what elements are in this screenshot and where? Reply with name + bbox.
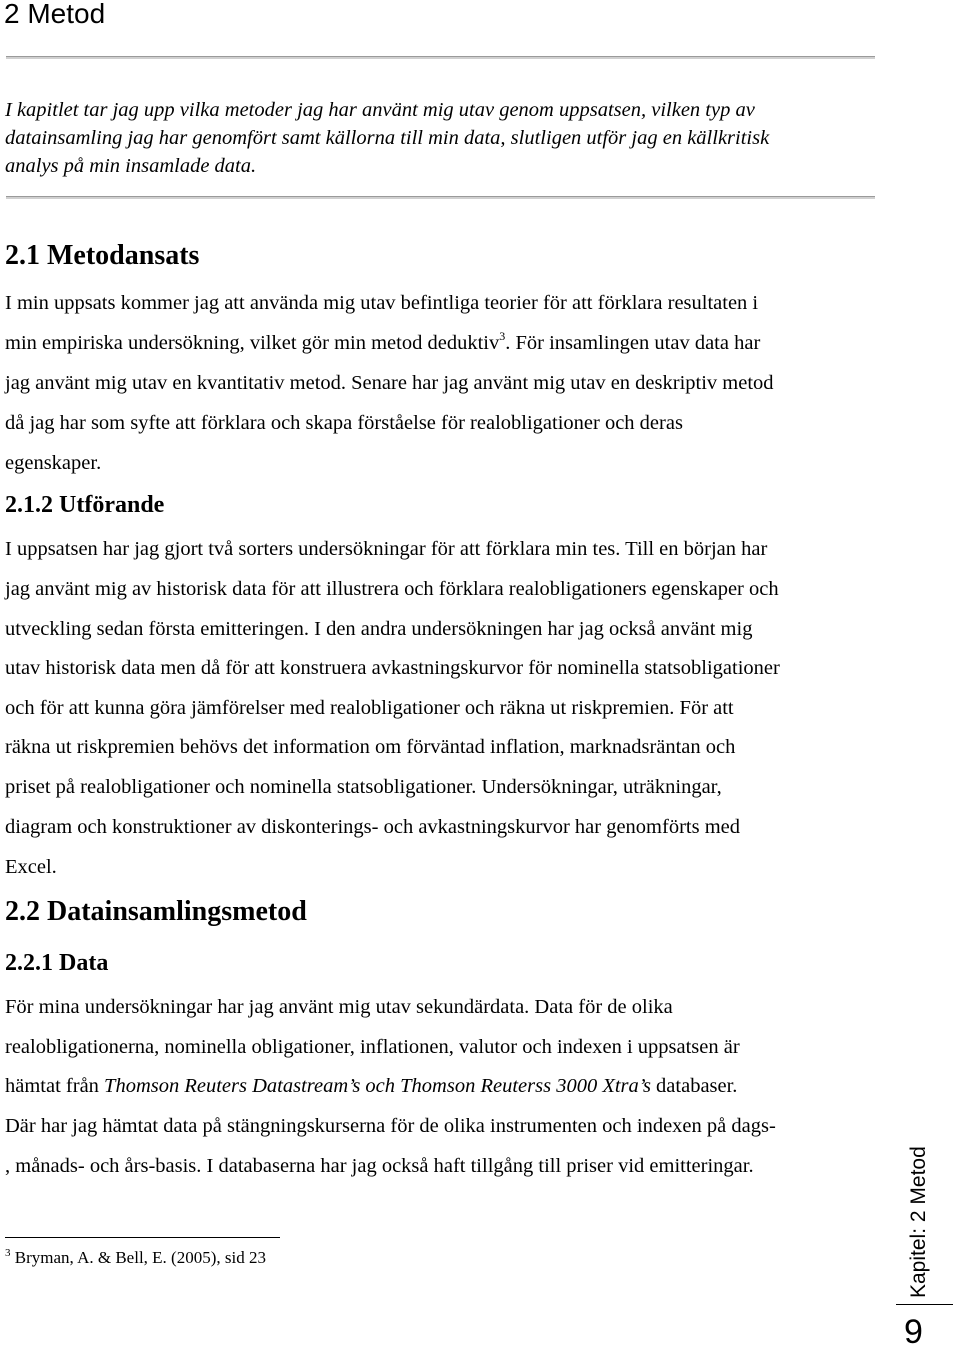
intro-line-3: analys på min insamlade data. — [5, 155, 257, 177]
section-2-1-line-4: då jag har som syfte att förklara och skapa förståelse för realobligationer och deras — [5, 412, 683, 434]
footnote-ref: 3 — [499, 329, 506, 343]
database-names: Thomson Reuters Datastream’s och Thomson Reuterss 3000 Xtra’s — [104, 1075, 651, 1097]
section-2-1-line-1: I min uppsats kommer jag att använda mig utav befintliga teorier för att förklara resultaten i — [5, 292, 759, 314]
section-2-1-2-heading: 2.1.2 Utförande — [5, 492, 165, 518]
section-2-2-1-line-3 — [5, 1072, 737, 1100]
top-divider — [6, 56, 875, 59]
line-2-text: min empiriska undersökning, vilket gör min metod deduktiv — [5, 332, 500, 354]
line-3-text: hämtat från — [5, 1075, 105, 1097]
intro-line-2: datainsamling jag har genomfört samt källorna till min data, slutligen utför jag en källkritisk — [5, 127, 770, 149]
page-number-divider — [896, 1304, 953, 1305]
line-3-continuation: databaser. — [650, 1075, 738, 1097]
chapter-title: 2 Metod — [4, 0, 106, 29]
section-2-2-heading: 2.2 Datainsamlingsmetod — [5, 896, 307, 927]
section-2-1-2-line-2: jag använt mig av historisk data för att illustrera och förklara realobligationers egenskaper och — [5, 578, 779, 600]
intro-divider — [6, 196, 875, 199]
section-2-1-line-2 — [5, 329, 760, 357]
section-2-2-1-line-1: För mina undersökningar har jag använt mig utav sekundärdata. Data för de olika — [5, 996, 673, 1018]
footnote — [5, 1246, 266, 1270]
page-number: 9 — [904, 1313, 923, 1351]
footnote-number: 3 — [5, 1247, 11, 1259]
section-2-1-2-line-8: diagram och konstruktioner av diskonterings- och avkastningskurvor har genomförts med — [5, 816, 740, 838]
section-2-1-2-line-9: Excel. — [5, 856, 57, 878]
section-2-1-line-5: egenskaper. — [5, 452, 102, 474]
section-2-2-1-line-2: realobligationerna, nominella obligationer, inflationen, valutor och indexen i uppsatsen är — [5, 1036, 740, 1058]
section-2-1-2-line-4: utav historisk data men då för att konstruera avkastningskurvor för nominella statsobligationer — [5, 657, 780, 679]
section-2-1-2-line-5: och för att kunna göra jämförelser med realobligationer och räkna ut riskpremien. För att — [5, 697, 734, 719]
section-2-1-heading: 2.1 Metodansats — [5, 240, 200, 271]
section-2-1-2-line-3: utveckling sedan första emitteringen. I den andra undersökningen har jag också använt mig — [5, 618, 753, 640]
chapter-side-label: Kapitel: 2 Metod — [907, 1146, 930, 1298]
footnote-text: Bryman, A. & Bell, E. (2005), sid 23 — [10, 1248, 266, 1267]
section-2-1-2-line-1: I uppsatsen har jag gjort två sorters undersökningar för att förklara min tes. Till en början har — [5, 538, 768, 560]
line-2-continuation: . För insamlingen utav data har — [505, 332, 761, 354]
section-2-1-2-line-6: räkna ut riskpremien behövs det information om förväntad inflation, marknadsräntan och — [5, 736, 736, 758]
section-2-2-1-line-4: Där har jag hämtat data på stängningskurserna för de olika instrumenten och indexen på dags- — [5, 1115, 776, 1137]
section-2-2-1-line-5: , månads- och års-basis. I databaserna har jag också haft tillgång till priser vid emitteringar. — [5, 1155, 754, 1177]
section-2-1-line-3: jag använt mig utav en kvantitativ metod. Senare har jag använt mig utav en deskriptiv metod — [5, 372, 774, 394]
section-2-2-1-heading: 2.2.1 Data — [5, 950, 109, 976]
section-2-1-2-line-7: priset på realobligationer och nominella statsobligationer. Undersökningar, uträkningar, — [5, 776, 722, 798]
footnote-separator — [5, 1237, 280, 1238]
intro-line-1: I kapitlet tar jag upp vilka metoder jag har använt mig utav genom uppsatsen, vilken typ av — [5, 99, 755, 121]
